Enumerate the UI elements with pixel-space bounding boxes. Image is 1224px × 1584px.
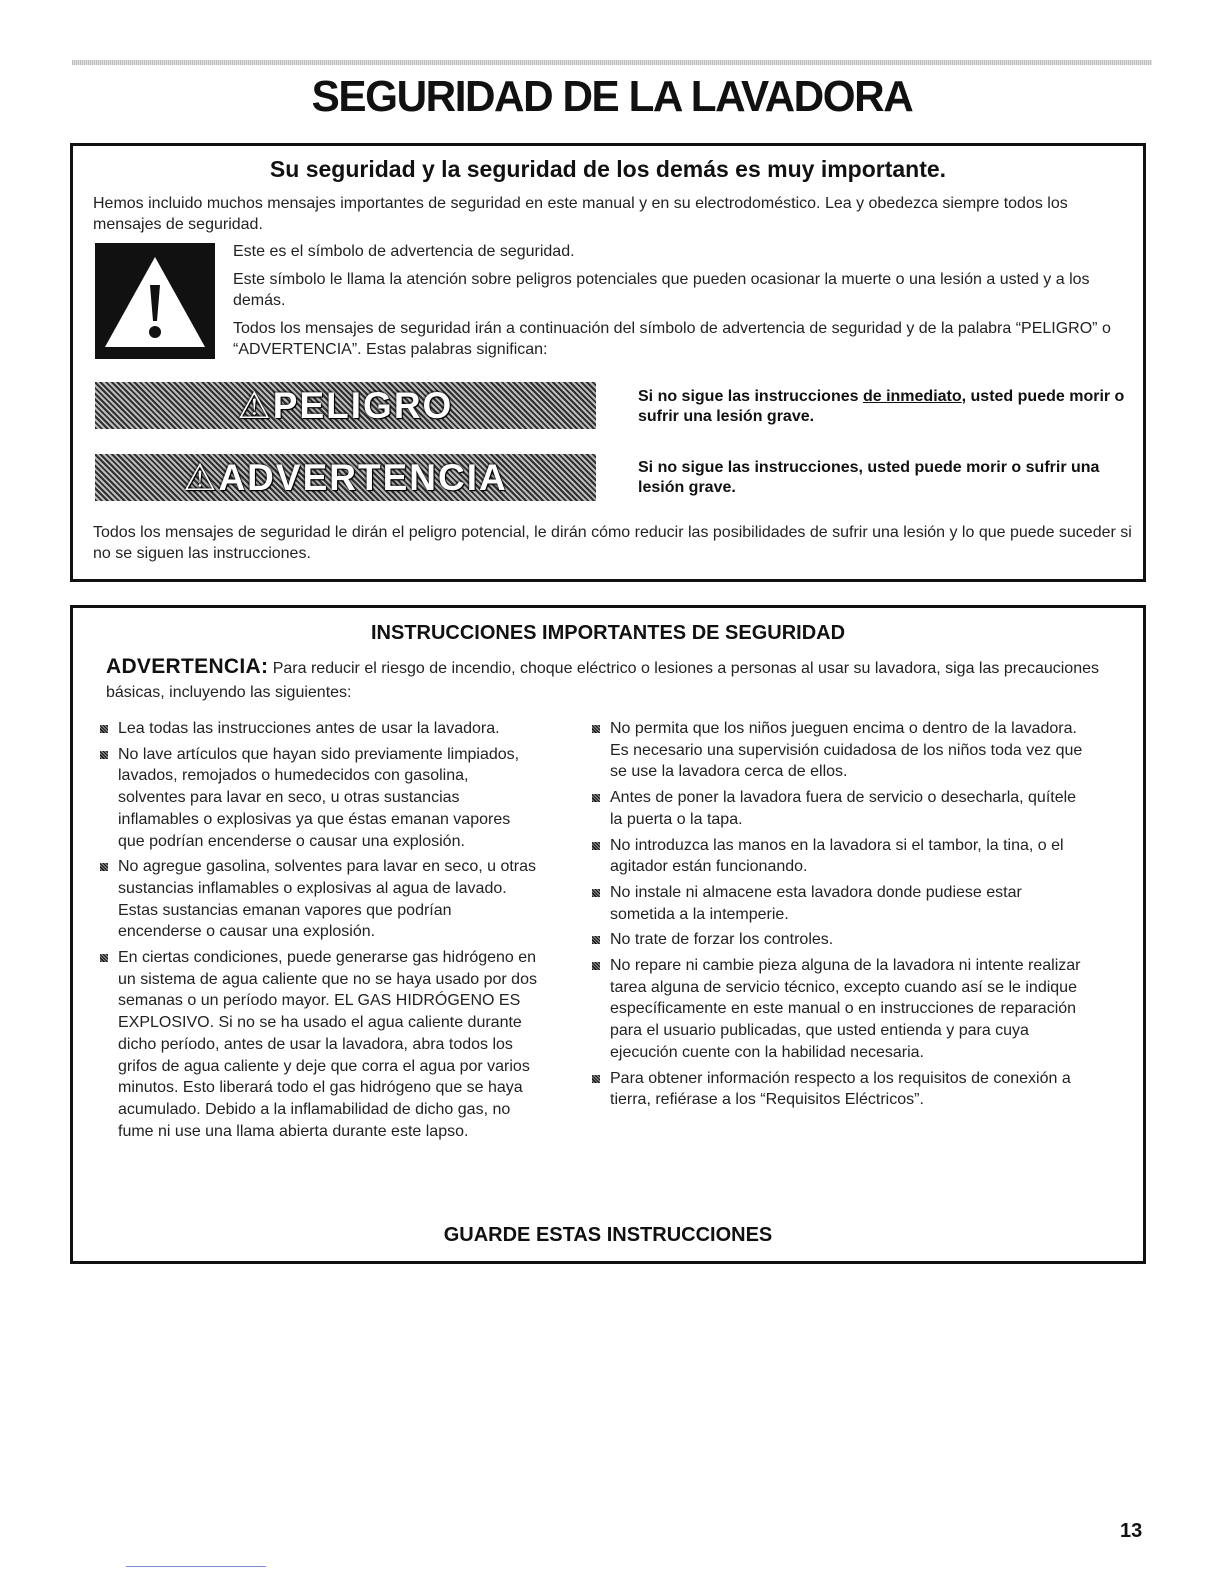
warning-text: Para reducir el riesgo de incendio, choque eléctrico o lesiones a personas al usar su lavadora, siga las precauciones básicas, incluyendo las siguientes:	[106, 660, 1099, 701]
list-item-text: No repare ni cambie pieza alguna de la lavadora ni intente realizar tarea alguna de servicio técnico, excepto cuando así se le indique específicamente en este manual o en instrucciones de reparación para el usuario publicadas, que usted entienda y para cuya ejecución cuente con la habilidad necesaria.	[610, 957, 1081, 1061]
list-item	[97, 856, 537, 943]
list-item-text: No trate de forzar los controles.	[610, 931, 834, 949]
peligro-label: ⚠PELIGRO	[237, 385, 454, 426]
peligro-desc-underlined: de inmediato	[862, 388, 962, 405]
bullet-icon	[592, 936, 600, 944]
list-item	[589, 1068, 1089, 1111]
bullet-icon	[592, 794, 600, 802]
instructions-list-right	[589, 718, 1089, 1115]
safety-box-heading: Su seguridad y la seguridad de los demás es muy importante.	[269, 156, 947, 182]
bullet-icon	[100, 954, 108, 962]
list-item	[589, 718, 1089, 783]
list-item	[589, 882, 1089, 925]
symbol-line: Este símbolo le llama la atención sobre peligros potenciales que pueden ocasionar la muerte o una lesión a usted y a los demás.	[233, 271, 1090, 309]
safety-importance-box	[70, 143, 1146, 582]
bullet-icon	[100, 725, 108, 733]
list-item-text: No permita que los niños jueguen encima o dentro de la lavadora. Es necesario una supervisión cuidadosa de los niños toda vez que se use la lavadora cerca de ellos.	[610, 720, 1083, 781]
save-instructions-footer: GUARDE ESTAS INSTRUCCIONES	[443, 1224, 773, 1246]
list-item-text: No introduzca las manos en la lavadora si el tambor, la tina, o el agitador están funcionando.	[610, 836, 1064, 876]
list-item	[97, 744, 537, 853]
top-rule	[72, 60, 1152, 65]
list-item-text: Para obtener información respecto a los requisitos de conexión a tierra, refiérase a los “Requisitos Eléctricos”.	[610, 1069, 1071, 1109]
warning-paragraph	[106, 655, 1116, 705]
safety-intro: Hemos incluido muchos mensajes importantes de seguridad en este manual y en su electrodoméstico. Lea y obedezca siempre todos los mensajes de seguridad.	[93, 195, 1068, 233]
peligro-banner	[95, 382, 596, 429]
bullet-icon	[592, 725, 600, 733]
peligro-desc-part: Si no sigue las instrucciones	[638, 388, 863, 405]
peligro-description	[638, 387, 1138, 427]
symbol-line: Todos los mensajes de seguridad irán a continuación del símbolo de advertencia de seguridad y de la palabra “PELIGRO” o “ADVERTENCIA”. Estas palabras significan:	[233, 320, 1111, 358]
safety-closing: Todos los mensajes de seguridad le dirán el peligro potencial, le dirán cómo reducir las posibilidades de sufrir una lesión y lo que puede suceder si no se siguen las instrucciones.	[93, 524, 1132, 562]
list-item-text: Antes de poner la lavadora fuera de servicio o desecharla, quítele la puerta o la tapa.	[610, 789, 1077, 828]
page-title: SEGURIDAD DE LA LAVADORA	[311, 72, 913, 121]
bullet-icon	[592, 842, 600, 850]
list-item-text: Lea todas las instrucciones antes de usar la lavadora.	[118, 720, 500, 737]
list-item	[97, 718, 537, 740]
symbol-line: Este es el símbolo de advertencia de seguridad.	[233, 243, 575, 260]
bullet-icon	[592, 1075, 600, 1083]
safety-alert-triangle-icon	[95, 243, 215, 359]
peligro-desc-part: , usted puede morir o sufrir una lesión grave.	[638, 388, 1125, 425]
warning-label: ADVERTENCIA:	[106, 655, 269, 678]
list-item-text: No agregue gasolina, solventes para lavar en seco, u otras sustancias inflamables o explosivas al agua de lavado. Estas sustancias emanan vapores que podrían encenderse o causar una explosión.	[118, 858, 537, 941]
list-item-text: No instale ni almacene esta lavadora donde pudiese estar sometida a la intemperie.	[610, 883, 1022, 923]
list-item-text: En ciertas condiciones, puede generarse gas hidrógeno en un sistema de agua caliente que no se haya usado por dos semanas o un período mayor. EL GAS HIDRÓGENO ES EXPLOSIVO. Si no se ha usado el agua caliente durante dicho período, antes de usar la lavadora, abra todos los grifos de agua caliente y deje que corra el agua por varios minutos. Esto liberará todo el gas hidrógeno que se haya acumulado. Debido a la inflamabilidad de dicho gas, no fume ni use una llama abierta durante este lapso.	[118, 949, 537, 1140]
list-item	[589, 955, 1089, 1064]
advertencia-label: ⚠ADVERTENCIA	[183, 457, 508, 498]
bottom-rule	[126, 1566, 266, 1567]
bullet-icon	[100, 751, 108, 759]
list-item	[97, 947, 537, 1142]
list-item	[589, 787, 1089, 830]
instructions-list-left	[97, 718, 537, 1146]
list-item	[589, 929, 1089, 951]
symbol-explanation	[233, 241, 1123, 367]
page-number: 13	[1120, 1520, 1143, 1542]
advertencia-description: Si no sigue las instrucciones, usted puede morir o sufrir una lesión grave.	[638, 459, 1100, 496]
important-instructions-box	[70, 605, 1146, 1264]
bullet-icon	[592, 889, 600, 897]
instructions-heading: INSTRUCCIONES IMPORTANTES DE SEGURIDAD	[370, 622, 846, 644]
list-item	[589, 835, 1089, 878]
list-item-text: No lave artículos que hayan sido previamente limpiados, lavados, remojados o humedecidos con gasolina, solventes para lavar en seco, u otras sustancias inflamables o explosivas ya que éstas emanan vapores que podrían encenderse o causar una explosión.	[118, 745, 520, 850]
bullet-icon	[100, 863, 108, 871]
advertencia-banner	[95, 454, 596, 501]
bullet-icon	[592, 962, 600, 970]
